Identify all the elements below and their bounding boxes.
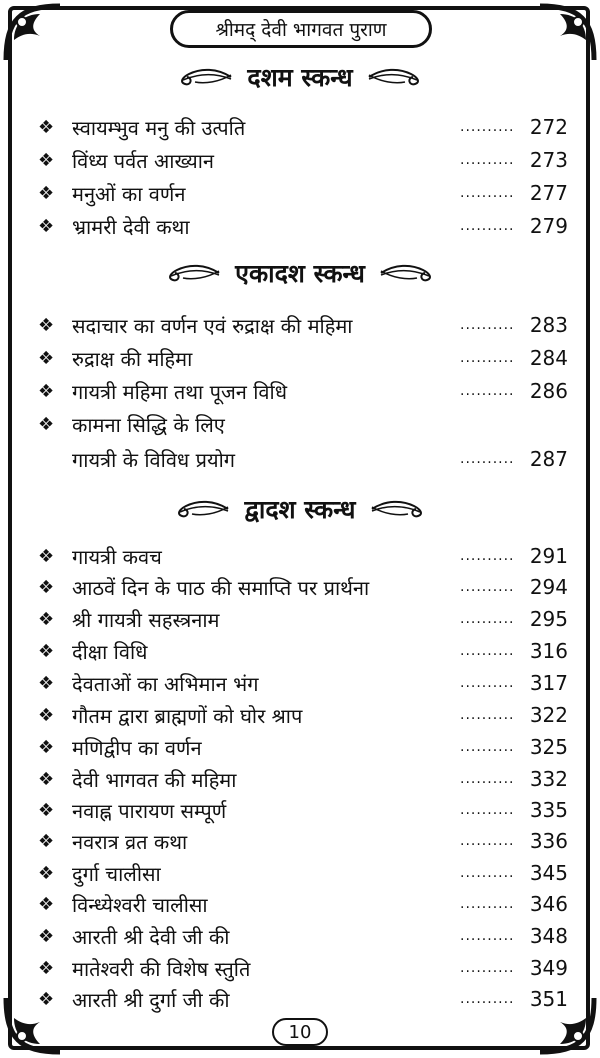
bullet-icon: ❖ [38,768,55,790]
entry-title: गौतम द्वारा ब्राह्मणों को घोर श्राप [72,703,303,728]
bullet-icon: ❖ [38,608,55,630]
leader-dots: .......... [460,548,515,564]
bullet-icon: ❖ [38,736,55,758]
leader-dots: .......... [460,960,515,976]
entry-page: 317 [529,671,568,695]
entry-title: मनुओं का वर्णन [72,181,186,206]
bullet-icon: ❖ [38,347,55,369]
bullet-icon: ❖ [38,799,55,821]
leader-dots: .......... [460,675,515,691]
entry-title: कामना सिद्धि के लिए [72,412,225,437]
leader-dots: .......... [460,833,515,849]
entry-title: दुर्गा चालीसा [72,861,161,886]
toc-entry[interactable] [38,211,568,241]
toc-entry[interactable] [38,572,568,602]
section-heading [0,256,600,290]
bullet-icon: ❖ [38,988,55,1010]
flourish-icon [161,262,221,284]
leader-dots: .......... [460,739,515,755]
bullet-icon: ❖ [38,149,55,171]
toc-entry[interactable] [38,541,568,571]
bullet-icon: ❖ [38,862,55,884]
bullet-icon: ❖ [38,545,55,567]
entry-title: आरती श्री दुर्गा जी की [72,987,230,1012]
toc-entry[interactable] [38,700,568,730]
bullet-icon: ❖ [38,925,55,947]
entry-page: 291 [529,544,568,568]
bullet-icon: ❖ [38,116,55,138]
flourish-icon [173,66,233,88]
entry-title: नवाह्न पारायण सम्पूर्ण [72,798,227,823]
toc-entry[interactable] [38,310,568,340]
entry-title: नवरात्र व्रत कथा [72,829,188,854]
bullet-icon: ❖ [38,314,55,336]
flourish-icon [170,498,230,520]
leader-dots: .......... [460,152,515,168]
toc-entry[interactable] [38,826,568,856]
bullet-icon: ❖ [38,576,55,598]
toc-entry[interactable] [38,732,568,762]
entry-title: देवी भागवत की महिमा [72,767,237,792]
bullet-icon: ❖ [38,182,55,204]
entry-page: 295 [529,607,568,631]
toc-entry[interactable] [38,636,568,666]
leader-dots: .......... [460,383,515,399]
leader-dots: .......... [460,802,515,818]
entry-title: सदाचार का वर्णन एवं रुद्राक्ष की महिमा [72,313,353,338]
leader-dots: .......... [460,928,515,944]
entry-title: श्री गायत्री सहस्त्रनाम [72,607,220,632]
section-heading [0,492,600,526]
bullet-icon: ❖ [38,215,55,237]
entry-page: 332 [529,767,568,791]
leader-dots: .......... [460,643,515,659]
toc-entry[interactable] [38,858,568,888]
leader-dots: .......... [460,579,515,595]
toc-entry[interactable] [38,889,568,919]
entry-page: 316 [529,639,568,663]
flourish-icon [370,498,430,520]
entry-title: आरती श्री देवी जी की [72,924,230,949]
entry-title: रुद्राक्ष की महिमा [72,346,193,371]
toc-entry[interactable] [38,953,568,983]
leader-dots: .......... [460,991,515,1007]
entry-title: दीक्षा विधि [72,639,148,664]
entry-page: 283 [529,313,568,337]
leader-dots: .......... [460,451,515,467]
section-heading [0,60,600,94]
leader-dots: .......... [460,185,515,201]
entry-page: 336 [529,829,568,853]
leader-dots: .......... [460,896,515,912]
entry-page: 284 [529,346,568,370]
bullet-icon: ❖ [38,893,55,915]
entry-title: गायत्री के विविध प्रयोग [72,447,236,472]
toc-entry[interactable] [38,668,568,698]
entry-page: 325 [529,735,568,759]
toc-entry[interactable] [38,376,568,406]
section-title: दशम स्कन्ध [247,63,353,92]
bullet-icon: ❖ [38,413,55,435]
section-title: द्वादश स्कन्ध [244,495,356,524]
entry-page: 348 [529,924,568,948]
section-title: एकादश स्कन्ध [235,259,365,288]
toc-entry-continuation[interactable] [38,444,568,474]
leader-dots: .......... [460,771,515,787]
entry-page: 294 [529,575,568,599]
entry-page: 273 [529,148,568,172]
entry-title: गायत्री कवच [72,544,162,569]
entry-page: 287 [529,447,568,471]
leader-dots: .......... [460,707,515,723]
toc-entry[interactable] [38,921,568,951]
leader-dots: .......... [460,218,515,234]
entry-page: 279 [529,214,568,238]
flourish-icon [367,66,427,88]
flourish-icon [379,262,439,284]
leader-dots: .......... [460,350,515,366]
book-title: श्रीमद् देवी भागवत पुराण [170,10,432,48]
leader-dots: .......... [460,119,515,135]
bullet-icon: ❖ [38,830,55,852]
leader-dots: .......... [460,317,515,333]
bullet-icon: ❖ [38,704,55,726]
entry-title: विन्ध्येश्वरी चालीसा [72,892,208,917]
entry-page: 345 [529,861,568,885]
entry-page: 335 [529,798,568,822]
bullet-icon: ❖ [38,380,55,402]
entry-title: मणिद्वीप का वर्णन [72,735,202,760]
toc-entry[interactable] [38,112,568,142]
entry-page: 277 [529,181,568,205]
toc-entry[interactable] [38,764,568,794]
toc-entry[interactable] [38,409,568,439]
entry-title: मातेश्वरी की विशेष स्तुति [72,956,251,981]
entry-title: विंध्य पर्वत आख्यान [72,148,215,173]
toc-entry[interactable] [38,145,568,175]
entry-page: 349 [529,956,568,980]
entry-title: गायत्री महिमा तथा पूजन विधि [72,379,288,404]
page-number: 10 [272,1018,328,1046]
toc-entry[interactable] [38,984,568,1014]
toc-entry[interactable] [38,178,568,208]
entry-title: भ्रामरी देवी कथा [72,214,190,239]
entry-page: 272 [529,115,568,139]
entry-title: देवताओं का अभिमान भंग [72,671,259,696]
toc-entry[interactable] [38,795,568,825]
leader-dots: .......... [460,611,515,627]
bullet-icon: ❖ [38,957,55,979]
toc-entry[interactable] [38,343,568,373]
entry-page: 351 [529,987,568,1011]
bullet-icon: ❖ [38,640,55,662]
entry-page: 286 [529,379,568,403]
entry-page: 322 [529,703,568,727]
entry-title: स्वायम्भुव मनु की उत्पति [72,115,246,140]
toc-entry[interactable] [38,604,568,634]
entry-title: आठवें दिन के पाठ की समाप्ति पर प्रार्थना [72,575,370,600]
leader-dots: .......... [460,865,515,881]
entry-page: 346 [529,892,568,916]
bullet-icon: ❖ [38,672,55,694]
